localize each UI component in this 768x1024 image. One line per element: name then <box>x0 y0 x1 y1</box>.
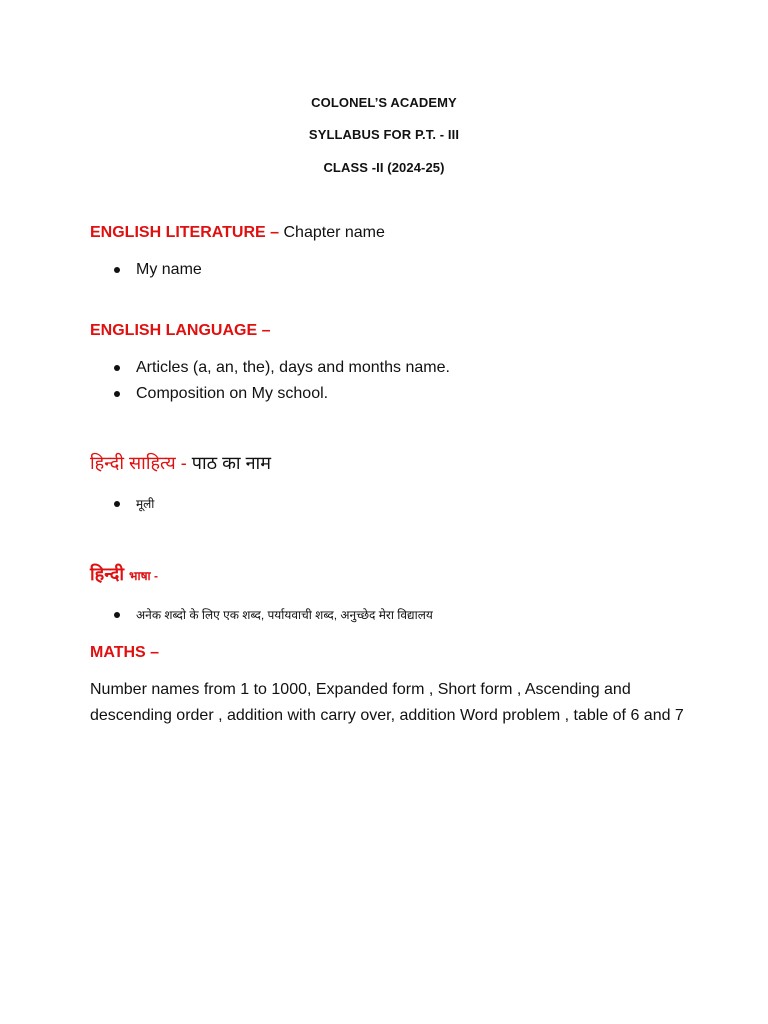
hindi-language-list <box>114 602 433 628</box>
hindi-language-label: हिन्दी <box>90 564 125 584</box>
list-item: Composition on My school. <box>114 381 450 407</box>
list-item: My name <box>114 257 202 283</box>
list-item: अनेक शब्दो के लिए एक शब्द, पर्यायवाची शब्द, अनुच्छेद मेरा विद्यालय <box>114 602 433 628</box>
school-name: COLONEL’S ACADEMY <box>311 95 457 110</box>
class-title: CLASS -II (2024-25) <box>323 160 445 175</box>
maths-paragraph: Number names from 1 to 1000, Expanded form , Short form , Ascending and descending order , addition with carry over, addition Word problem , table of 6 and 7 <box>90 681 684 724</box>
hindi-literature-heading <box>90 451 271 475</box>
list-item: मूली <box>114 491 154 517</box>
list-item: Articles (a, an, the), days and months name. <box>114 355 450 381</box>
english-literature-list <box>114 257 202 283</box>
hindi-language-heading <box>90 562 158 586</box>
hindi-literature-subheading: पाठ का नाम <box>191 453 271 473</box>
english-literature-subheading: Chapter name <box>283 224 385 241</box>
hindi-literature-list <box>114 491 154 517</box>
maths-heading: MATHS – <box>90 644 160 661</box>
hindi-literature-label: हिन्दी साहित्य - <box>90 453 187 473</box>
english-literature-label: ENGLISH LITERATURE – <box>90 224 280 241</box>
hindi-language-subheading: भाषा - <box>129 569 158 583</box>
syllabus-title: SYLLABUS FOR P.T. - III <box>308 127 460 142</box>
english-literature-heading <box>90 224 385 242</box>
english-language-heading: ENGLISH LANGUAGE – <box>90 322 271 339</box>
english-language-list <box>114 355 450 407</box>
